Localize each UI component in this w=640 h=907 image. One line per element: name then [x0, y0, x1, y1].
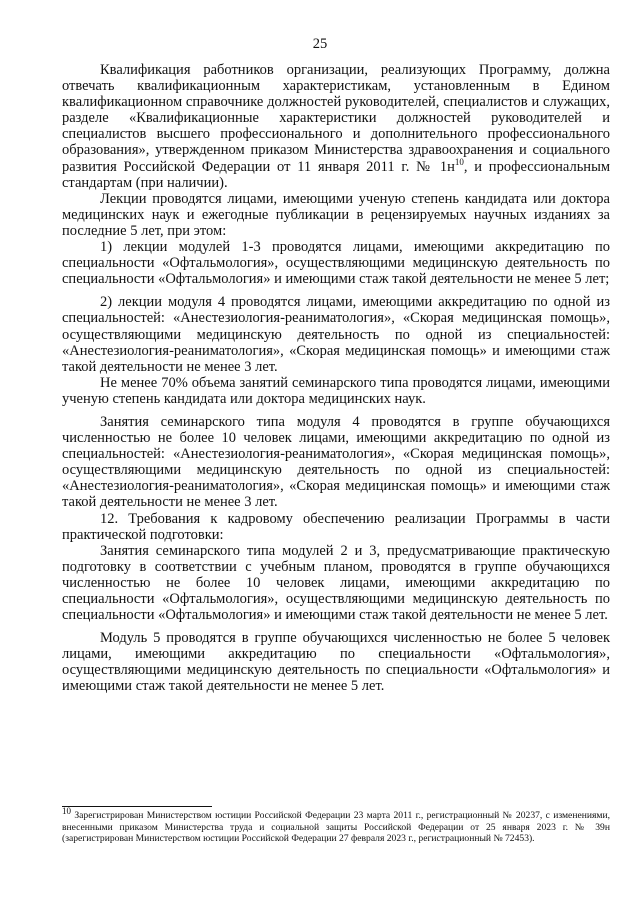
- footnote-divider: [62, 806, 212, 807]
- footnote: [62, 805, 610, 845]
- paragraph-seminar-modules-2-3: Занятия семинарского типа модулей 2 и 3, предусматривающие практическую подготовку в соответствии с учебным планом, проводятся в группе обучающихся численностью не более 10 человек лицами, имеющими аккредитацию по специальности «Офтальмология», осуществляющими медицинскую деятельность по специальности «Офтальмология» и имеющими стаж такой деятельности не менее 5 лет.: [62, 542, 610, 624]
- paragraph-lectures-modules-1-3: 1) лекции модулей 1-3 проводятся лицами, имеющими аккредитацию по специальности «Офтальмология», осуществляющими медицинскую деятельность по специальности «Офтальмология» и имеющими стаж такой деятельности не менее 5 лет;: [62, 239, 610, 288]
- page-number: 25: [312, 36, 328, 52]
- paragraph-qualification-tail: , и профессиональным стандартам (при наличии).: [62, 158, 610, 191]
- paragraph-seminar-module-4: Занятия семинарского типа модуля 4 проводятся в группе обучающихся численностью не более 10 человек лицами, имеющими аккредитацию по одной из специальностей: «Анестезиология-реаниматология», «Скорая медицинская помощь», осуществляющими медицинскую деятельность по одной из специальностей: «Анестезиология-реаниматология», «Скорая медицинская помощь» и имеющими стаж такой деятельности не менее 3 лет.: [62, 413, 610, 511]
- footnote-marker: 10: [62, 805, 71, 816]
- section-12-heading: 12. Требования к кадровому обеспечению реализации Программы в части практической подготовки:: [62, 510, 610, 543]
- paragraph-lectures: Лекции проводятся лицами, имеющими ученую степень кандидата или доктора медицинских наук и ежегодные публикации в рецензируемых научных изданиях за последние 5 лет, при этом:: [62, 190, 610, 239]
- footnote-text: Зарегистрирован Министерством юстиции Российской Федерации 23 марта 2011 г., регистрационный № 20237, с изменениями, внесенными приказом Министерства труда и социальной защиты Российской Федерации от 25 января 2023 г. № 39н (зарегистрирован Министерством юстиции Российской Федерации 27 февраля 2023 г., регистрационный № 72453).: [62, 810, 610, 845]
- paragraph-qualification-text: Квалификация работников организации, реализующих Программу, должна отвечать квалификационным характеристикам, установленным в Едином квалификационном справочнике должностей руководителей, специалистов и служащих, разделе «Квалификационные характеристики должностей руководителей и специалистов высшего профессионального и дополнительного профессионального образования», утвержденном приказом Министерства здравоохранения и социального развития Российской Федерации от 11 января 2011 г. № 1н: [62, 62, 610, 175]
- footnote-reference: 10: [454, 156, 464, 167]
- paragraph-seminar-share: Не менее 70% объема занятий семинарского типа проводятся лицами, имеющими ученую степень кандидата или доктора медицинских наук.: [62, 374, 610, 407]
- paragraph-qualification: [62, 62, 610, 191]
- paragraph-module-5: Модуль 5 проводятся в группе обучающихся численностью не более 5 человек лицами, имеющими аккредитацию по специальности «Офтальмология», осуществляющими медицинскую деятельность по специальности «Офтальмология» и имеющими стаж такой деятельности не менее 5 лет.: [62, 630, 610, 695]
- document-body: [62, 62, 610, 695]
- paragraph-lectures-module-4: 2) лекции модуля 4 проводятся лицами, имеющими аккредитацию по одной из специальностей: «Анестезиология-реаниматология», «Скорая медицинская помощь», осуществляющими медицинскую деятельность по одной из специальностей: «Анестезиология-реаниматология», «Скорая медицинская помощь» и имеющими стаж такой деятельности не менее 3 лет.: [62, 294, 610, 375]
